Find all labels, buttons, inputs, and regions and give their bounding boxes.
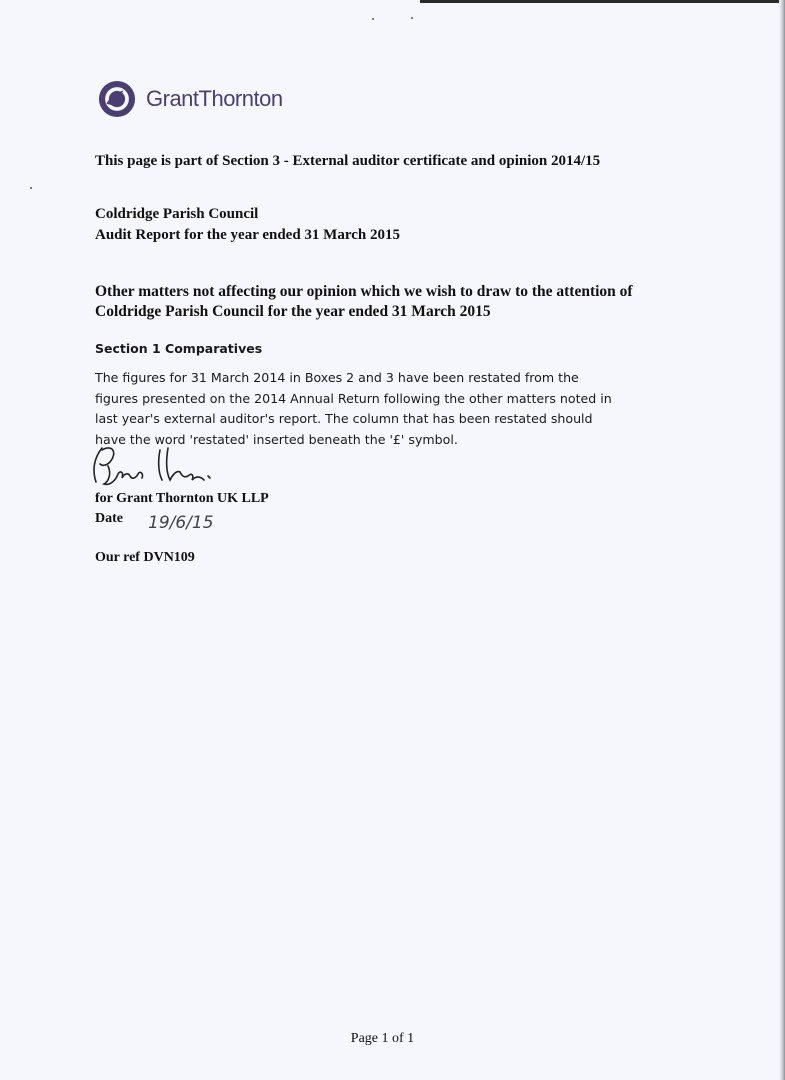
other-matters-heading: Other matters not affecting our opinion which we wish to draw to the attention of Coldridge Parish Council for the year ended 31 March 2015: [95, 283, 633, 320]
scan-speck: [372, 18, 374, 20]
grant-thornton-logo-icon: [98, 80, 136, 118]
firm-line: for Grant Thornton UK LLP: [95, 491, 269, 506]
date-value: 19/6/15: [148, 513, 214, 533]
section-body: The figures for 31 March 2014 in Boxes 2 and 3 have been restated from the figures presented on the 2014 Annual Return following the other matters noted in last year's external auditor's report. The column that has been restated should have the word 'restated' inserted beneath the '£' symbol.: [95, 370, 612, 447]
company-logo: [98, 80, 283, 118]
scan-edge-right: [779, 0, 785, 1080]
reference-line: Our ref DVN109: [95, 550, 195, 565]
council-name: Coldridge Parish Council: [95, 206, 259, 222]
scan-speck: [30, 187, 32, 189]
report-header: [95, 204, 400, 246]
section-heading: Section 1 Comparatives: [95, 341, 263, 356]
report-title: Audit Report for the year ended 31 March 2015: [95, 227, 400, 243]
handwritten-date: [146, 508, 216, 536]
section-reference: This page is part of Section 3 - External auditor certificate and opinion 2014/15: [95, 153, 601, 169]
logo-wordmark: GrantThornton: [146, 86, 283, 111]
page-footer: Page 1 of 1: [350, 1031, 415, 1046]
scan-edge-top: [420, 0, 785, 3]
date-label: Date: [95, 511, 123, 526]
scan-speck: [411, 17, 413, 19]
